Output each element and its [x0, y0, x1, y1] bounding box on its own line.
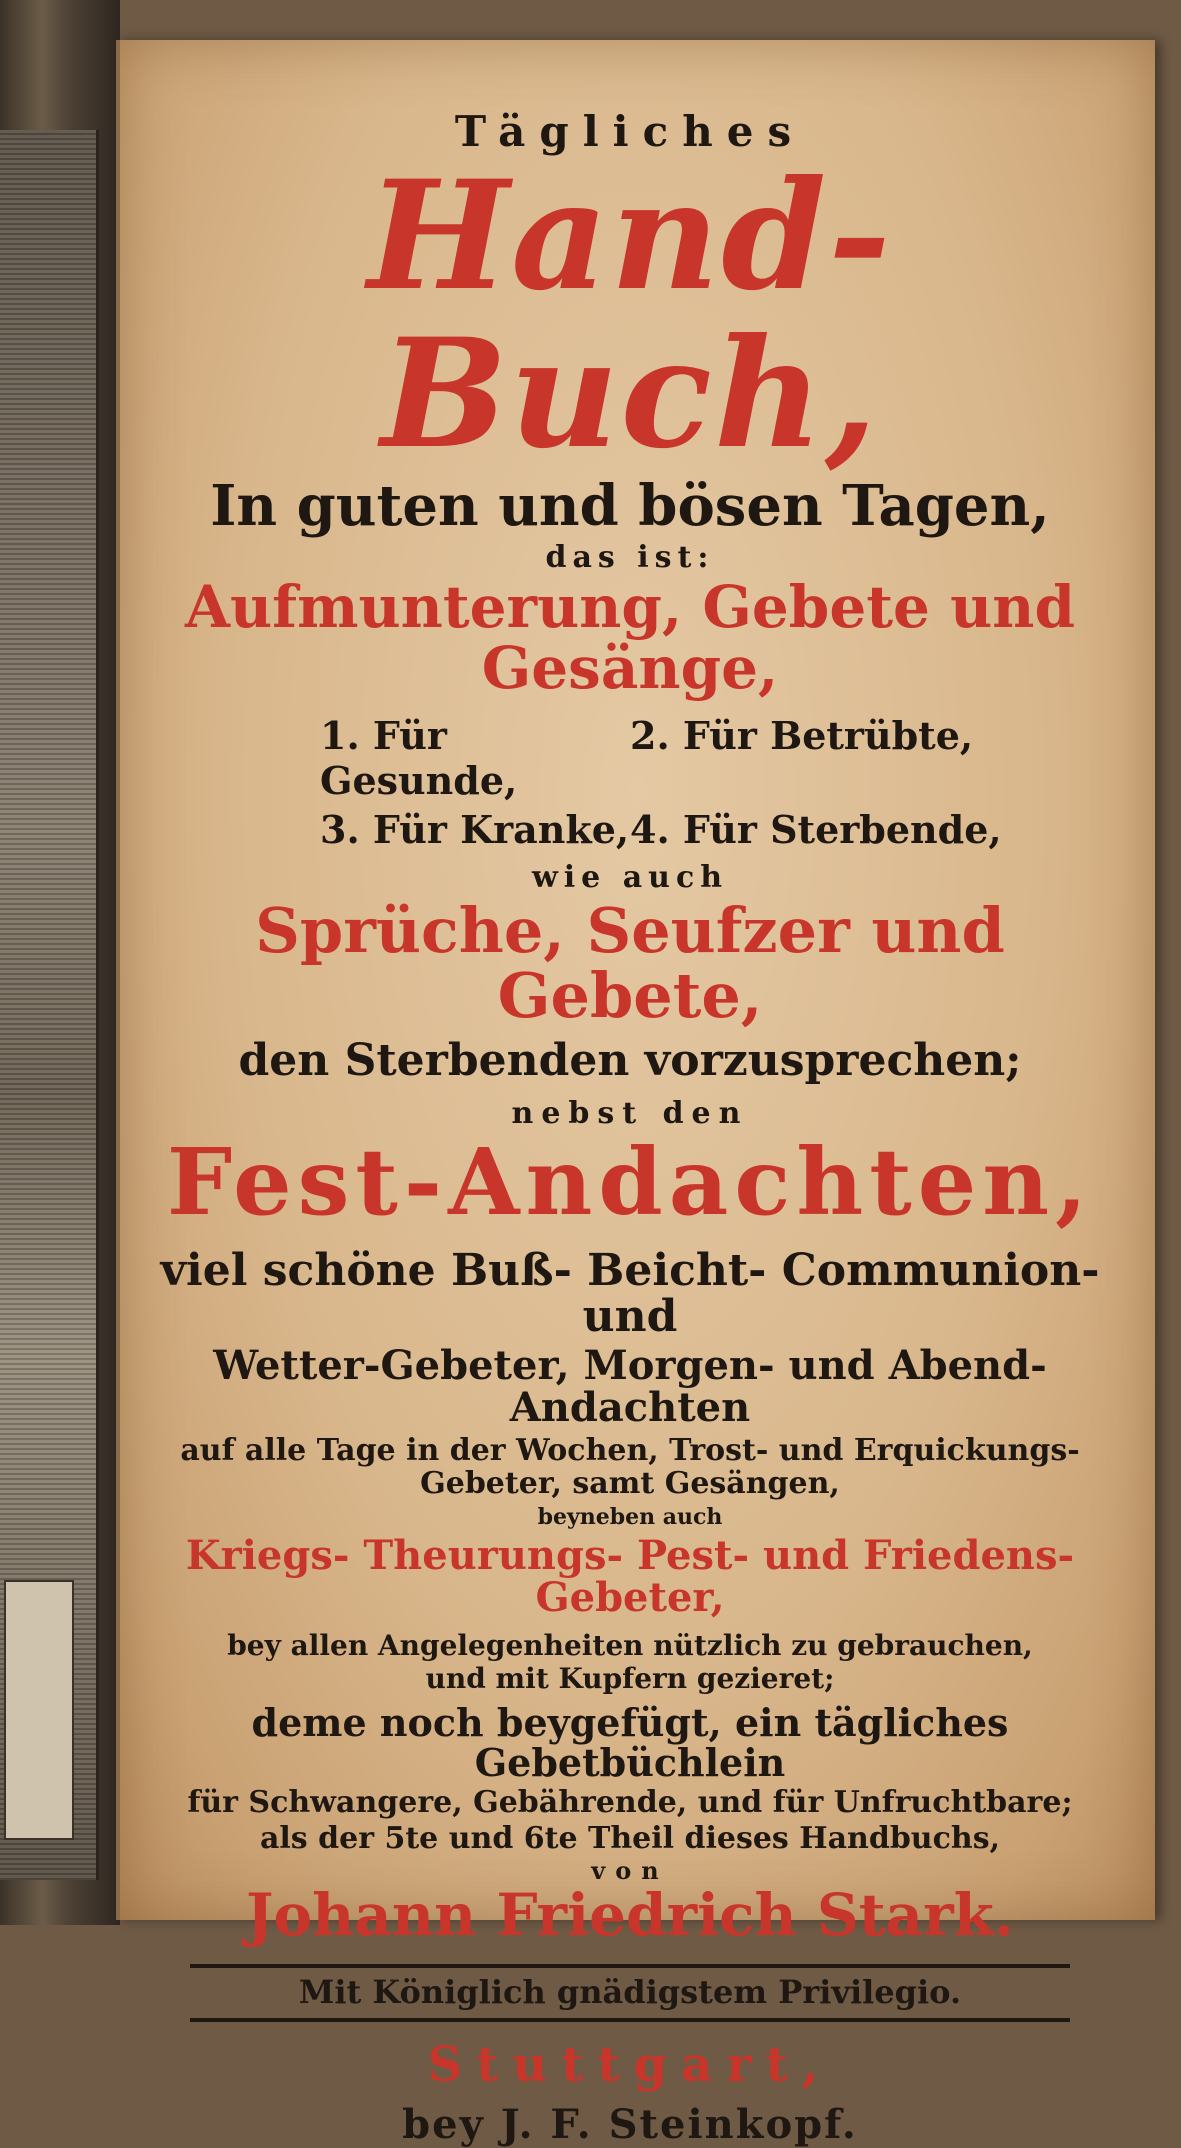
- line-beyneben: beyneben auch: [537, 1503, 723, 1530]
- line-aufmunterung: Aufmunterung, Gebete und Gesänge,: [184, 573, 1076, 703]
- imprint-place: Stuttgart,: [427, 2036, 833, 2093]
- line-von: von: [591, 1856, 669, 1886]
- title-line-taegliches: Tägliches: [454, 107, 806, 156]
- line-kriegs: Kriegs- Theurungs- Pest- und Friedens- Gebeter,: [185, 1531, 1075, 1621]
- line-wetter-gebeter: Wetter-Gebeter, Morgen- und Abend-Andachten: [213, 1341, 1047, 1431]
- main-title: Hand-Buch,: [367, 148, 893, 482]
- list-item: 3. Für Kranke,: [320, 807, 630, 853]
- line-das-ist: das ist:: [545, 539, 715, 575]
- list-item: 1. Für Gesunde,: [320, 713, 518, 804]
- divider-top: [190, 1964, 1070, 1968]
- line-viel-schoene: viel schöne Buß- Beicht- Communion- und: [160, 1245, 1100, 1343]
- author-name: Johann Friedrich Stark.: [245, 1881, 1015, 1950]
- line-auf-alle-tage: auf alle Tage in der Wochen, Trost- und Erquickungs-: [180, 1432, 1080, 1468]
- line-sterbenden: den Sterbenden vorzusprechen;: [238, 1034, 1022, 1086]
- imprint-publisher: bey J. F. Steinkopf.: [402, 2101, 858, 2148]
- line-nebst-den: nebst den: [511, 1096, 749, 1132]
- privilege-line: Mit Königlich gnädigstem Privilegio.: [298, 1973, 962, 2012]
- line-deme-noch: deme noch beygefügt, ein tägliches Gebetbüchlein: [251, 1700, 1009, 1786]
- divider-bottom: [190, 2018, 1070, 2022]
- title-page-content: [150, 100, 1110, 2146]
- line-theil: als der 5te und 6te Theil dieses Handbuchs,: [259, 1820, 1001, 1856]
- list-item: 2. Für Betrübte,: [630, 713, 974, 759]
- engraving-label: [4, 1580, 74, 1840]
- line-angelegenheiten: bey allen Angelegenheiten nützlich zu gebrauchen,: [227, 1628, 1033, 1662]
- line-fest-andachten: Fest-Andachten,: [166, 1127, 1094, 1236]
- list-item: 4. Für Sterbende,: [630, 807, 1002, 853]
- line-sprueche: Sprüche, Seufzer und Gebete,: [255, 893, 1005, 1032]
- frontispiece-engraving: [0, 130, 99, 1880]
- line-schwangere: für Schwangere, Gebährende, und für Unfruchtbare;: [187, 1785, 1073, 1821]
- line-wie-auch: wie auch: [531, 860, 729, 896]
- title-page: [116, 40, 1155, 2148]
- subtitle-guten-boesen: In guten und bösen Tagen,: [210, 473, 1050, 540]
- line-gebeter-samt: Gebeter, samt Gesängen,: [420, 1466, 840, 1502]
- audience-list: [250, 713, 1010, 852]
- line-kupfern: und mit Kupfern gezieret;: [425, 1662, 835, 1695]
